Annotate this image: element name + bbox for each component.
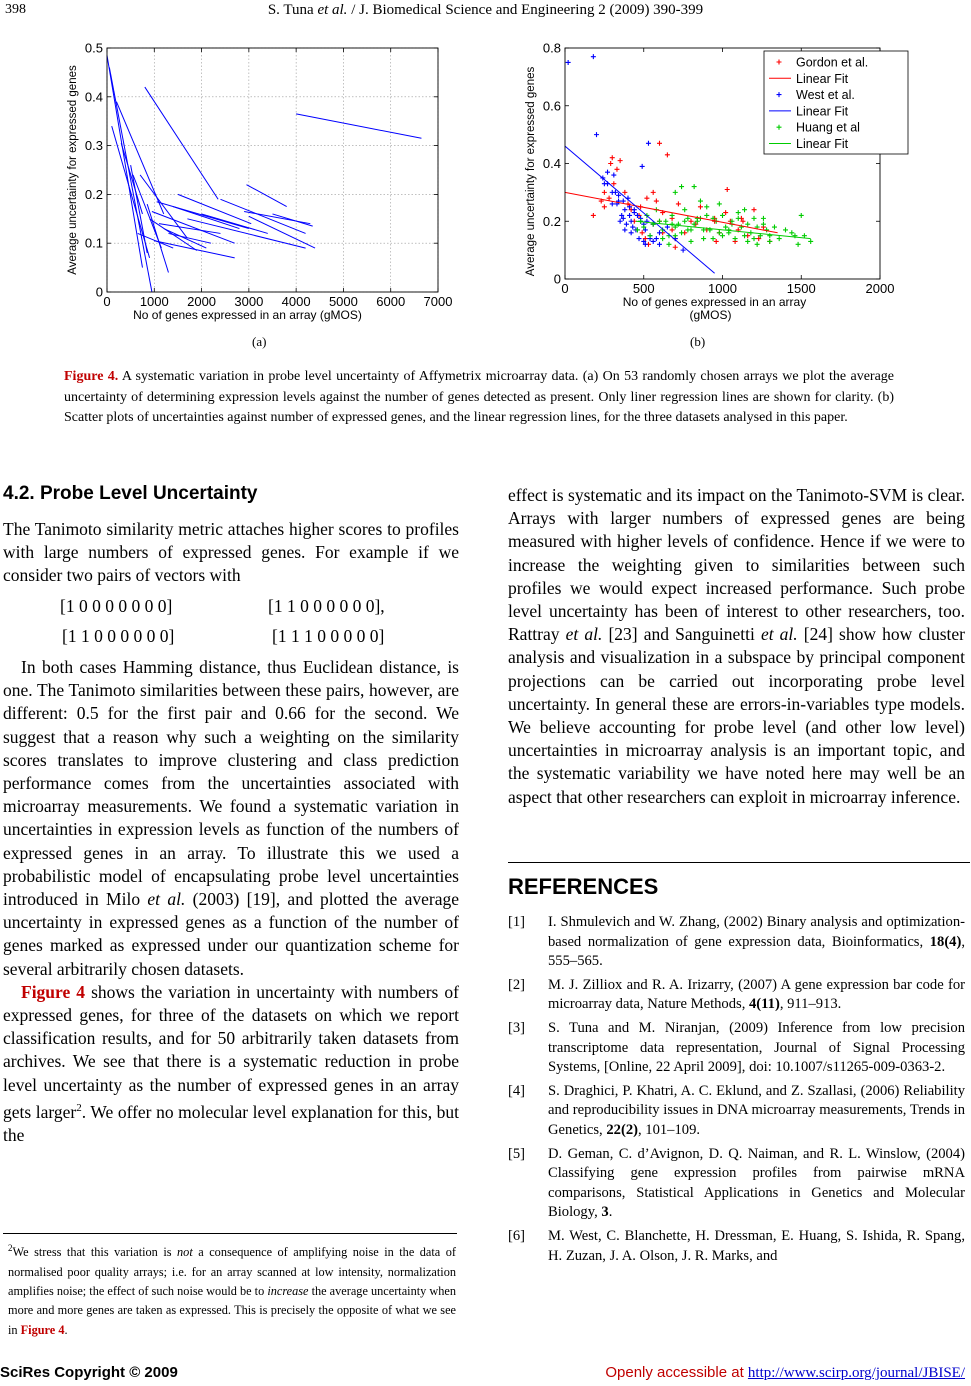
figure-4b-chart <box>522 40 912 330</box>
references-divider <box>508 862 970 863</box>
x-tick-label: 500 <box>632 281 655 296</box>
reference-list <box>508 913 965 1270</box>
x-tick-label: 0 <box>103 294 111 309</box>
reference-item: [5] D. Geman, C. d’Avignon, D. Q. Naiman, and R. L. Winslow, (2004) Classifying gene expression profiles from pairwise mRNA comparisons, Statistical Applications in Genetics and Molecular Biology, 3. <box>508 1145 965 1221</box>
x-axis-label-unit: (gMOS) <box>689 308 732 322</box>
footnote: $^2$We stress that this variation is not a consequence of amplifying noise in the data of normalised poor quality arrays; i.e. for an array scanned at low intensity, normalization amplifies noise; the effect of such noise would be to increase the average uncertainty when more and more genes are taken as expressed. This is precisely the opposite of what we see in Figure 4. <box>8 1243 457 1337</box>
y-tick-label: 0.2 <box>542 213 561 229</box>
plot-area <box>107 48 438 292</box>
legend-label: Linear Fit <box>796 104 849 119</box>
legend-label: Huang et al <box>796 120 860 135</box>
legend-label: Gordon et al. <box>796 55 869 70</box>
open-access-note: Openly accessible at http://www.scirp.org/journal/JBISE/ <box>605 1364 965 1381</box>
section-heading: 4.2. Probe Level Uncertainty <box>3 483 258 504</box>
paragraph-1: The Tanimoto similarity metric attaches higher scores to profiles with large numbers of expressed genes. For example if we consider two pairs of vectors with <box>3 519 459 586</box>
copyright: SciRes Copyright © 2009 <box>0 1364 178 1381</box>
footnote-divider <box>3 1233 457 1234</box>
y-axis-label: Average uncertainty for expressed genes <box>67 65 79 275</box>
subfigure-a-label: (a) <box>252 334 267 349</box>
paragraph-2: In both cases Hamming distance, thus Euclidean distance, is one. The Tanimoto similarities between these pairs, however, are different: 0.5 for the first pair and 0.66 for the second. We suggest that a reason why such a weighting on the similarity scores translates to improve clustering and class prediction performance comes from the uncertainties associated with microarray measurements. We found a systematic variation in uncertainties in expression levels as function of the numbers of expressed genes in an array. To illustrate this we used a probabilistic model of encapsulating probe level uncertainties introduced in Milo et al. (2003) [19], and plotted the average uncertainty in expressed genes as a function of the number of genes marked as expressed under our quantization scheme for several arbitrarily chosen datasets. Figure 4 shows the variation in uncertainty with numbers of expressed genes, for three of the datasets on which we report classification results, and for 50 arbitrarily taken datasets from archives. We see that there is a systematic reduction in probe level uncertainty as the number of expressed genes in an array gets larger$^2$. We offer no molecular level explanation for this, but the <box>3 657 459 1145</box>
reference-number: [2] <box>508 976 526 993</box>
reference-item: [2] M. J. Zilliox and R. A. Irizarry, (2007) A gene expression bar code for microarray data, Nature Methods, 4(11), 911–913. <box>508 976 965 1013</box>
x-axis-label: No of genes expressed in an array <box>622 295 807 309</box>
reference-number: [3] <box>508 1019 526 1036</box>
running-header: S. Tuna et al. / J. Biomedical Science and Engineering 2 (2009) 390-399 <box>267 2 704 18</box>
figure-caption: Figure 4. A systematic variation in probe level uncertainty of Affymetrix microarray data. (a) On 53 randomly chosen arrays we plot the average uncertainty of determining expression levels against the number of genes detected as present. Only liner regression lines are shown for clarity. (b) Scatter plots of uncertainties against number of expressed genes, and the linear regression lines, for the three datasets analysed in this paper. <box>64 369 895 425</box>
x-tick-label: 6000 <box>376 294 406 309</box>
figure-4-link[interactable]: Figure 4 <box>21 981 86 1002</box>
reference-number: [1] <box>508 914 526 930</box>
reference-item: [6] M. West, C. Blanchette, H. Dressman, E. Huang, S. Ishida, R. Spang, H. Zuzan, J. A. Olson, J. R. Marks, and <box>508 1227 965 1264</box>
figure-4a-chart <box>62 40 452 330</box>
footnote-figure-link[interactable]: Figure 4 <box>20 1322 65 1337</box>
legend-label: West et al. <box>796 88 855 103</box>
legend-label: Linear Fit <box>796 71 849 86</box>
reference-number: [5] <box>508 1145 526 1162</box>
reference-item: [4] S. Draghici, P. Khatri, A. C. Eklund, and Z. Szallasi, (2006) Reliability and reproducibility issues in DNA microarray measurements, Trends in Genetics, 22(2), 101–109. <box>508 1082 965 1138</box>
y-tick-label: 0.2 <box>84 186 103 202</box>
reference-item: [3] S. Tuna and M. Niranjan, (2009) Inference from low precision transcriptome data representation, Journal of Signal Processing Systems, [Online, 22 April 2009], doi: 10.1007/s11265-009-0363-2. <box>508 1019 965 1076</box>
vector-1b: [1 1 0 0 0 0 0 0], <box>268 596 385 616</box>
y-tick-label: 0.5 <box>84 40 103 56</box>
x-tick-label: 2000 <box>865 281 895 296</box>
x-tick-label: 2000 <box>187 294 217 309</box>
y-tick-label: 0.8 <box>542 40 561 56</box>
reference-number: [4] <box>508 1082 526 1099</box>
y-tick-label: 0.4 <box>84 89 103 105</box>
vector-2b: [1 1 1 0 0 0 0 0] <box>272 626 385 646</box>
x-tick-label: 3000 <box>234 294 264 309</box>
vector-1a: [1 0 0 0 0 0 0 0] <box>60 596 173 616</box>
x-tick-label: 1000 <box>139 294 169 309</box>
paragraph-right: effect is systematic and its impact on the Tanimoto-SVM is clear. Arrays with larger numbers of expressed genes are being measured with higher levels of confidence. Hence if we were to increase the weighting given to similarities between such profiles we would expect increased performance. Such probe level uncertainty has been of interest to other researchers, too. Rattray et al. [23] and Sanguinetti et al. [24] show how cluster analysis and visualization in a subspace by principal component projections can be carried out incorporating probe level uncertainty. In general these are errors-in-variables type models. We believe accounting for probe level (and other low level) uncertainties in microarray analysis is an important topic, and the systematic variability we have noted here may well be an aspect that other researchers can exploit in microarray inference. <box>508 485 965 807</box>
page-number: 398 <box>5 2 26 17</box>
references-heading: REFERENCES <box>508 874 659 899</box>
vector-2a: [1 1 0 0 0 0 0 0] <box>62 626 175 646</box>
y-tick-label: 0.1 <box>84 235 103 251</box>
y-tick-label: 0.3 <box>84 138 103 154</box>
journal-link[interactable]: http://www.scirp.org/journal/JBISE/ <box>747 1365 965 1381</box>
y-tick-label: 0.4 <box>542 156 561 171</box>
x-tick-label: 7000 <box>423 294 452 309</box>
x-axis-label: No of genes expressed in an array (gMOS) <box>133 308 362 322</box>
x-tick-label: 1000 <box>708 281 737 296</box>
y-tick-label: 0.6 <box>542 98 561 114</box>
reference-number: [6] <box>508 1227 526 1244</box>
legend-label: Linear Fit <box>796 137 849 151</box>
y-axis-label: Average uncertainty for expressed genes <box>525 66 537 277</box>
x-tick-label: 5000 <box>328 294 358 309</box>
y-tick-label: 0 <box>95 284 103 300</box>
figure-caption-label: Figure 4. <box>64 369 119 384</box>
x-tick-label: 0 <box>561 281 569 296</box>
y-tick-label: 0 <box>553 271 561 287</box>
subfigure-b-label: (b) <box>690 334 706 349</box>
x-tick-label: 1500 <box>786 281 816 296</box>
reference-item: [1] I. Shmulevich and W. Zhang, (2002) Binary analysis and optimization-based normalization of gene expression data, Bioinformatics, 18(4), 555–565. <box>508 914 965 970</box>
x-tick-label: 4000 <box>281 294 311 309</box>
